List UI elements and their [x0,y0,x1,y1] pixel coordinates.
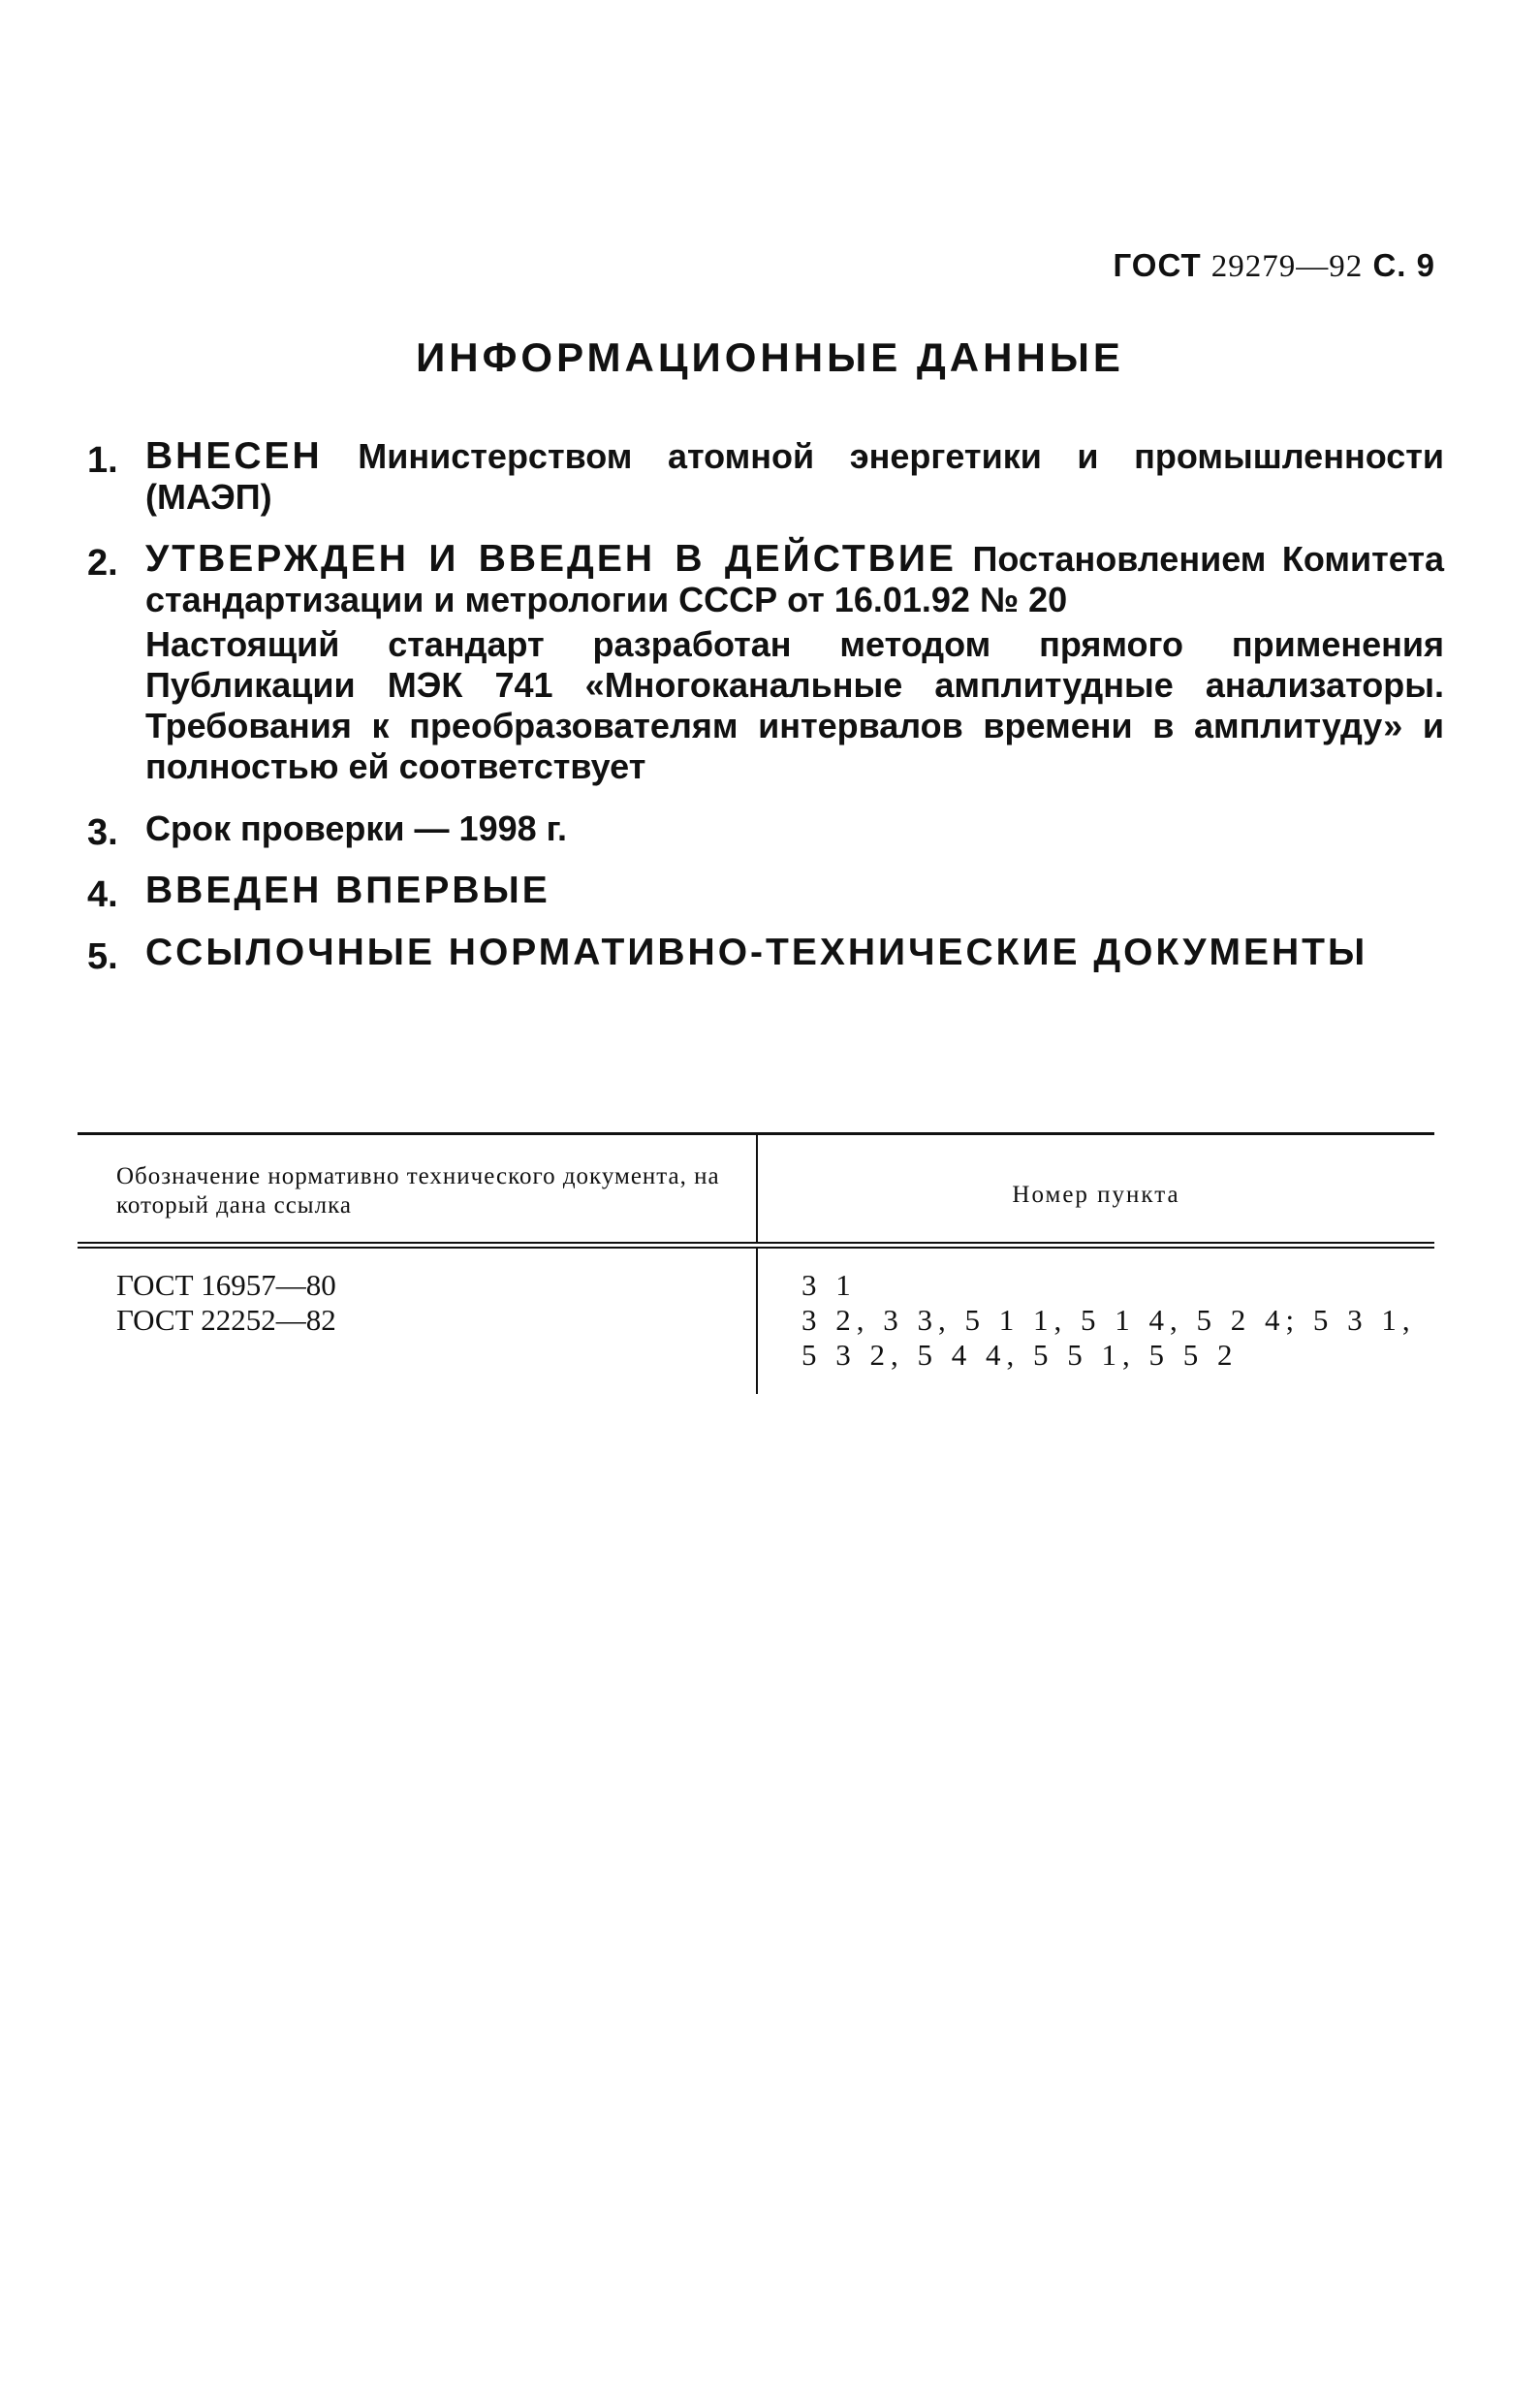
list-item [87,808,1444,853]
table-body [78,1249,1434,1394]
header-number: 29279—92 [1210,249,1364,284]
page-header [1114,247,1435,285]
list-item [87,870,1444,915]
item-keyword: ВНЕСЕН [145,435,323,477]
list-item [87,932,1444,977]
item-keyword: ВВЕДЕН ВПЕРВЫЕ [145,870,550,911]
list-item [87,436,1444,518]
item-number: 5. [87,936,118,977]
document-column [78,1249,756,1394]
list-item [87,539,1444,787]
item-text: Постановлением Комитета стандартизации и метрологии СССР от 16.01.92 № 20 [145,539,1444,619]
col-header-document: Обозначение нормативно технического документа, на который дана ссылка [116,1163,720,1219]
item-keyword: УТВЕРЖДЕН И ВВЕДЕН В ДЕЙСТВИЕ [145,538,957,580]
item-keyword: ССЫЛОЧНЫЕ НОРМАТИВНО-ТЕХНИЧЕСКИЕ ДОКУМЕНТЫ [145,932,1368,973]
table-header-rule [78,1242,1434,1249]
table-header [78,1135,1434,1242]
clause-column [758,1249,1434,1394]
item-number: 3. [87,812,118,853]
item-number: 4. [87,874,118,915]
header-page: С. 9 [1372,247,1435,283]
item-text: Срок проверки — 1998 г. [145,808,568,848]
references-table [78,1132,1434,1394]
table-cell-doc: ГОСТ 16957—80 [116,1268,336,1302]
table-cell-clauses: 3 2, 3 3, 5 1 1, 5 1 4, 5 2 4; 5 3 1, 5 3 2, 5 4 4, 5 5 1, 5 5 2 [801,1303,1416,1372]
header-label: ГОСТ [1113,247,1202,283]
item-number: 2. [87,543,118,584]
item-note: Настоящий стандарт разработан методом прямого применения Публикации МЭК 741 «Многоканальные амплитудные анализаторы. Требования к преобразователям интервалов времени в амплитуду» и полностью ей соответствует [145,624,1444,786]
item-text: Министерством атомной энергетики и промышленности (МАЭП) [145,436,1444,517]
table-cell-clauses: 3 1 [801,1268,857,1302]
info-list [87,436,1444,995]
page-title: ИНФОРМАЦИОННЫЕ ДАННЫЕ [416,334,1124,380]
col-header-clause: Номер пункта [1012,1182,1180,1208]
table-cell-doc: ГОСТ 22252—82 [116,1303,336,1337]
item-number: 1. [87,440,118,481]
